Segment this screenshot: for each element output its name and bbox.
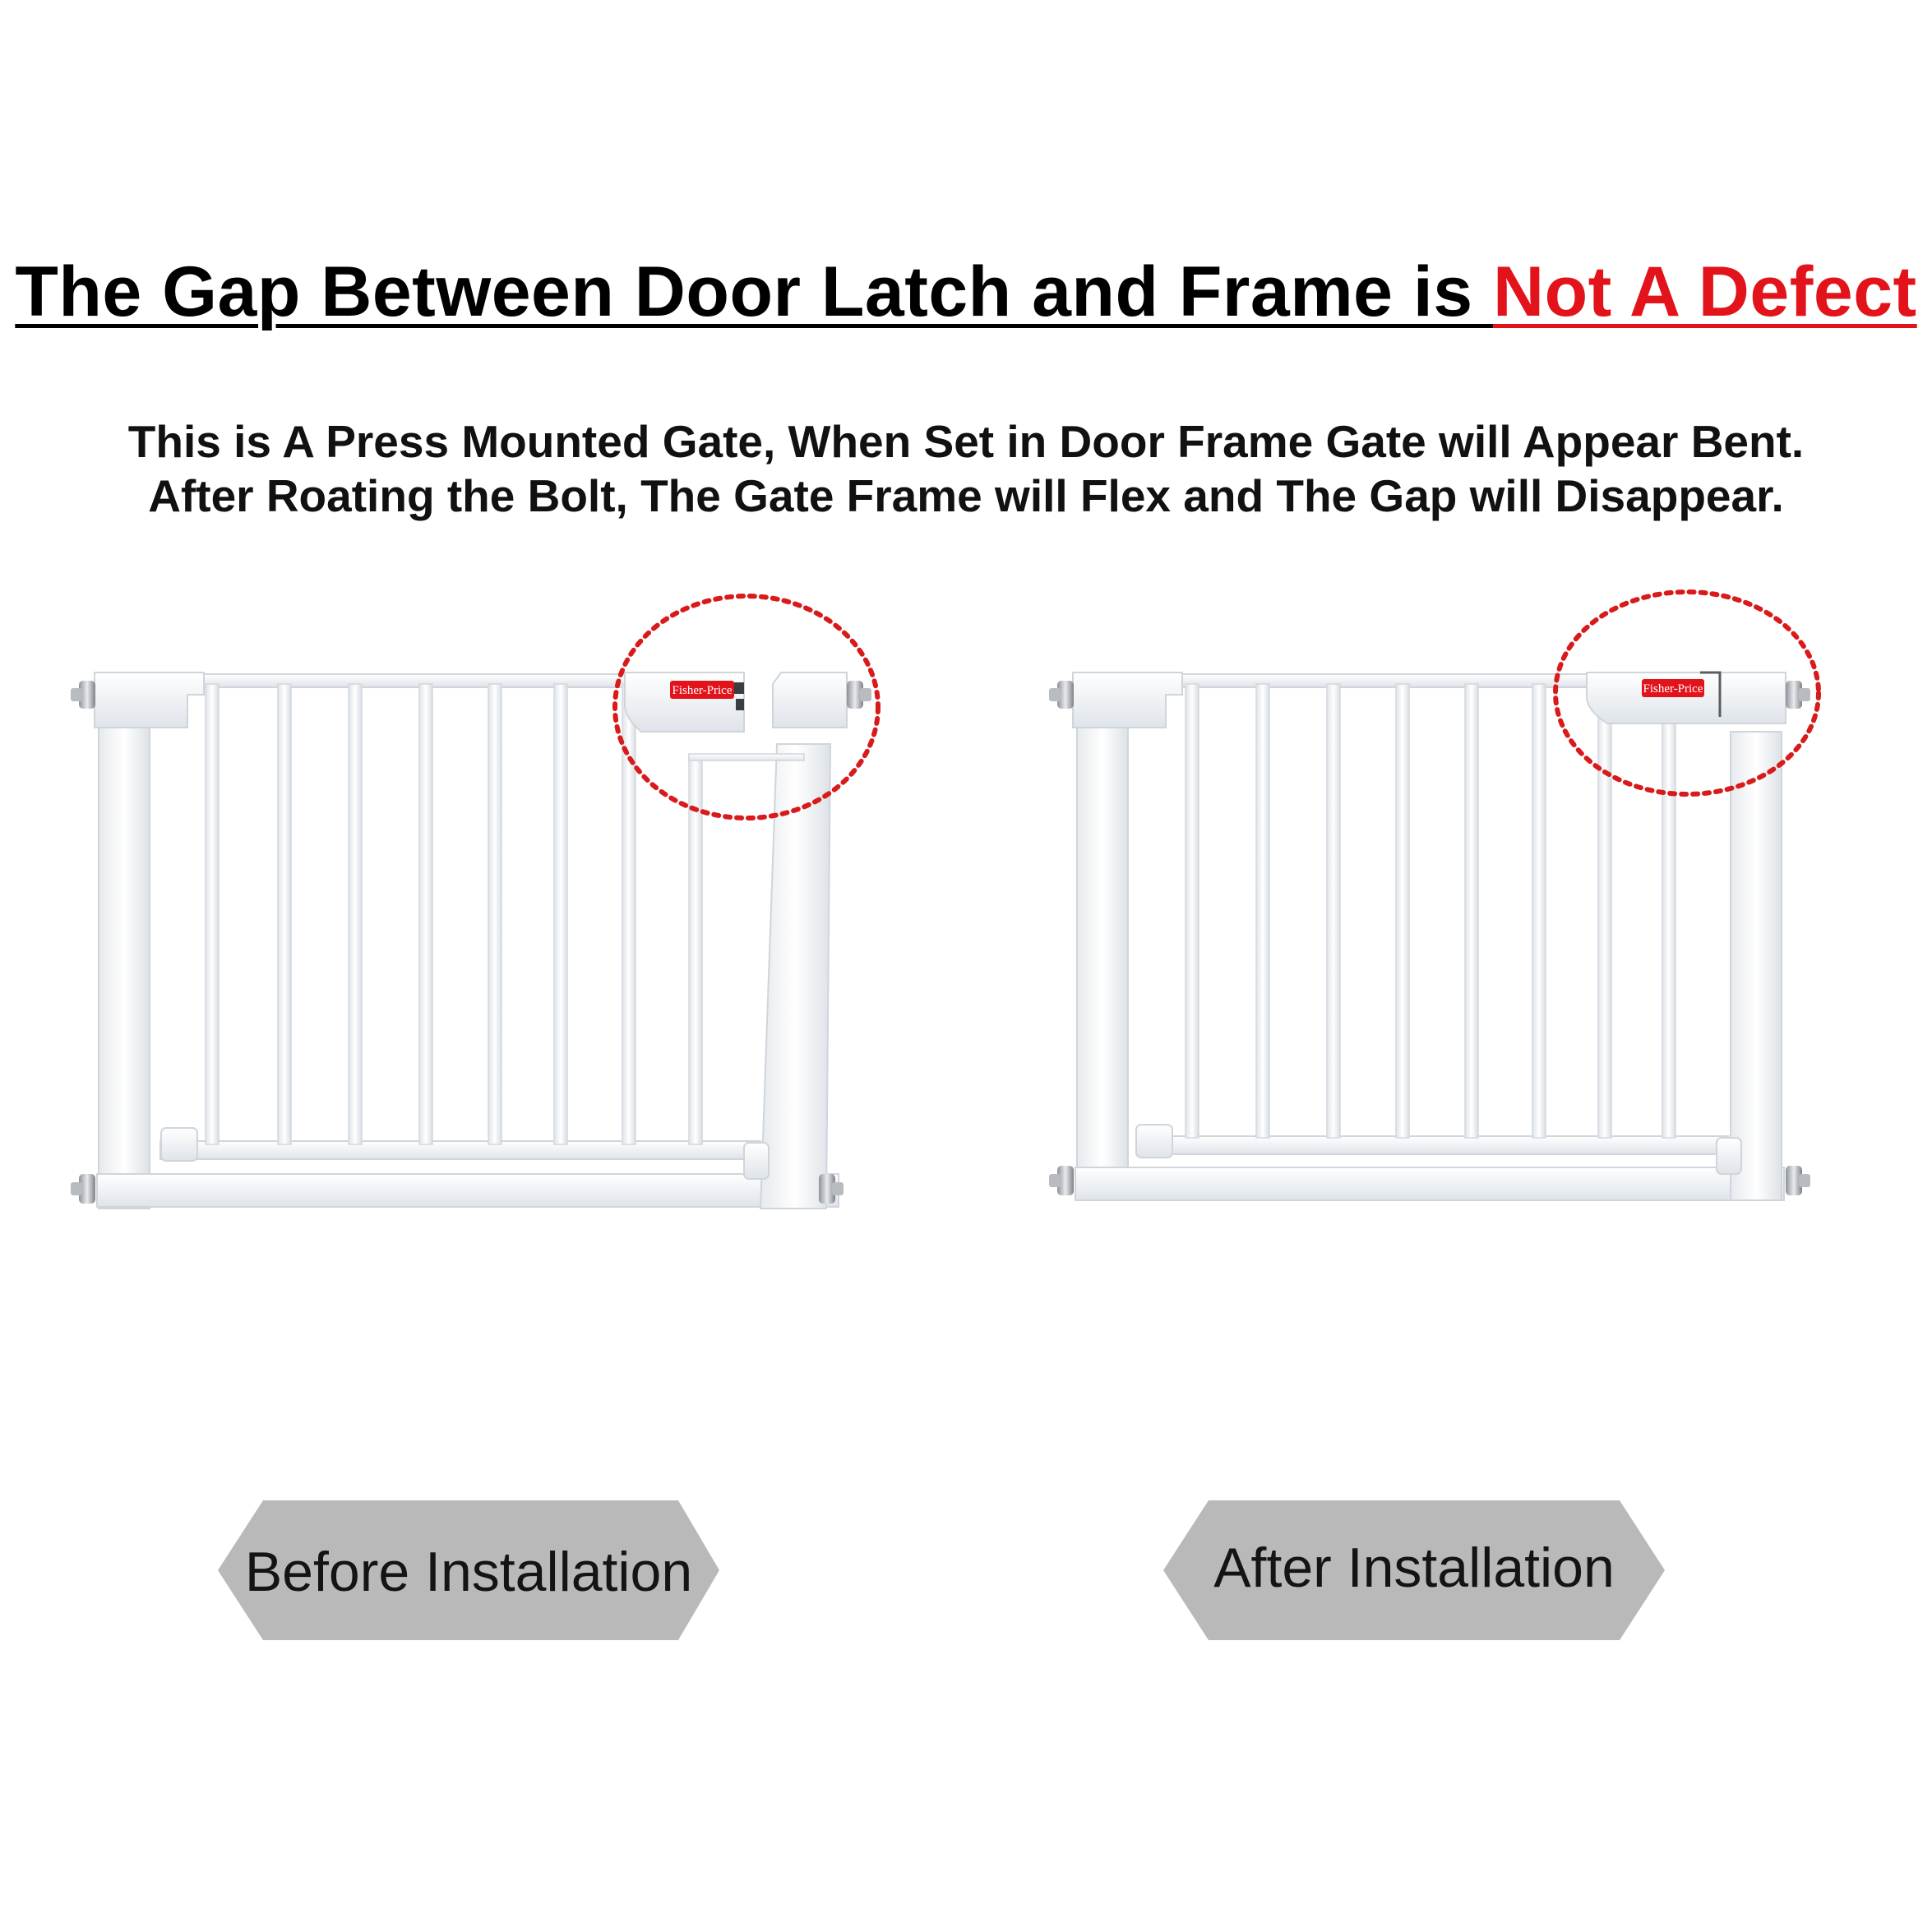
after-bottom-rail (1075, 1167, 1784, 1200)
after-caption-badge (1163, 1500, 1665, 1640)
after-left-post (1077, 723, 1128, 1200)
before-caption-badge (218, 1500, 719, 1640)
after-brand-label: Fisher-Price (1643, 682, 1703, 696)
after-door-top-rail (1182, 674, 1593, 687)
before-bottom-rail (97, 1174, 839, 1207)
subtitle-line-2: After Roating the Bolt, The Gate Frame will Flex and The Gap will Disappear. (148, 470, 1784, 521)
before-top-left-bracket (95, 673, 204, 728)
before-frame-latch (773, 673, 847, 728)
headline-main: The Gap Between Door Latch and Frame is (15, 252, 1494, 331)
before-caption: Before Installation (244, 1541, 693, 1603)
subtitle-line-1: This is A Press Mounted Gate, When Set in Door Frame Gate will Appear Bent. (127, 416, 1805, 467)
headline-accent: Not A Defect (1493, 252, 1917, 331)
before-gate (71, 596, 878, 1209)
gate-comparison-illustration (0, 575, 1932, 1677)
before-door-bottom-rail (160, 1141, 760, 1159)
after-pressure-knobs (1049, 681, 1810, 1195)
after-caption: After Installation (1213, 1537, 1615, 1599)
after-right-post (1731, 732, 1782, 1200)
before-left-post (99, 723, 150, 1209)
after-door-bottom-rail (1136, 1136, 1728, 1154)
after-top-left-bracket (1073, 673, 1182, 728)
after-bars (1186, 684, 1675, 1138)
headline (0, 251, 1932, 333)
before-brand-label: Fisher-Price (672, 684, 733, 697)
after-gate (1049, 592, 1819, 1200)
